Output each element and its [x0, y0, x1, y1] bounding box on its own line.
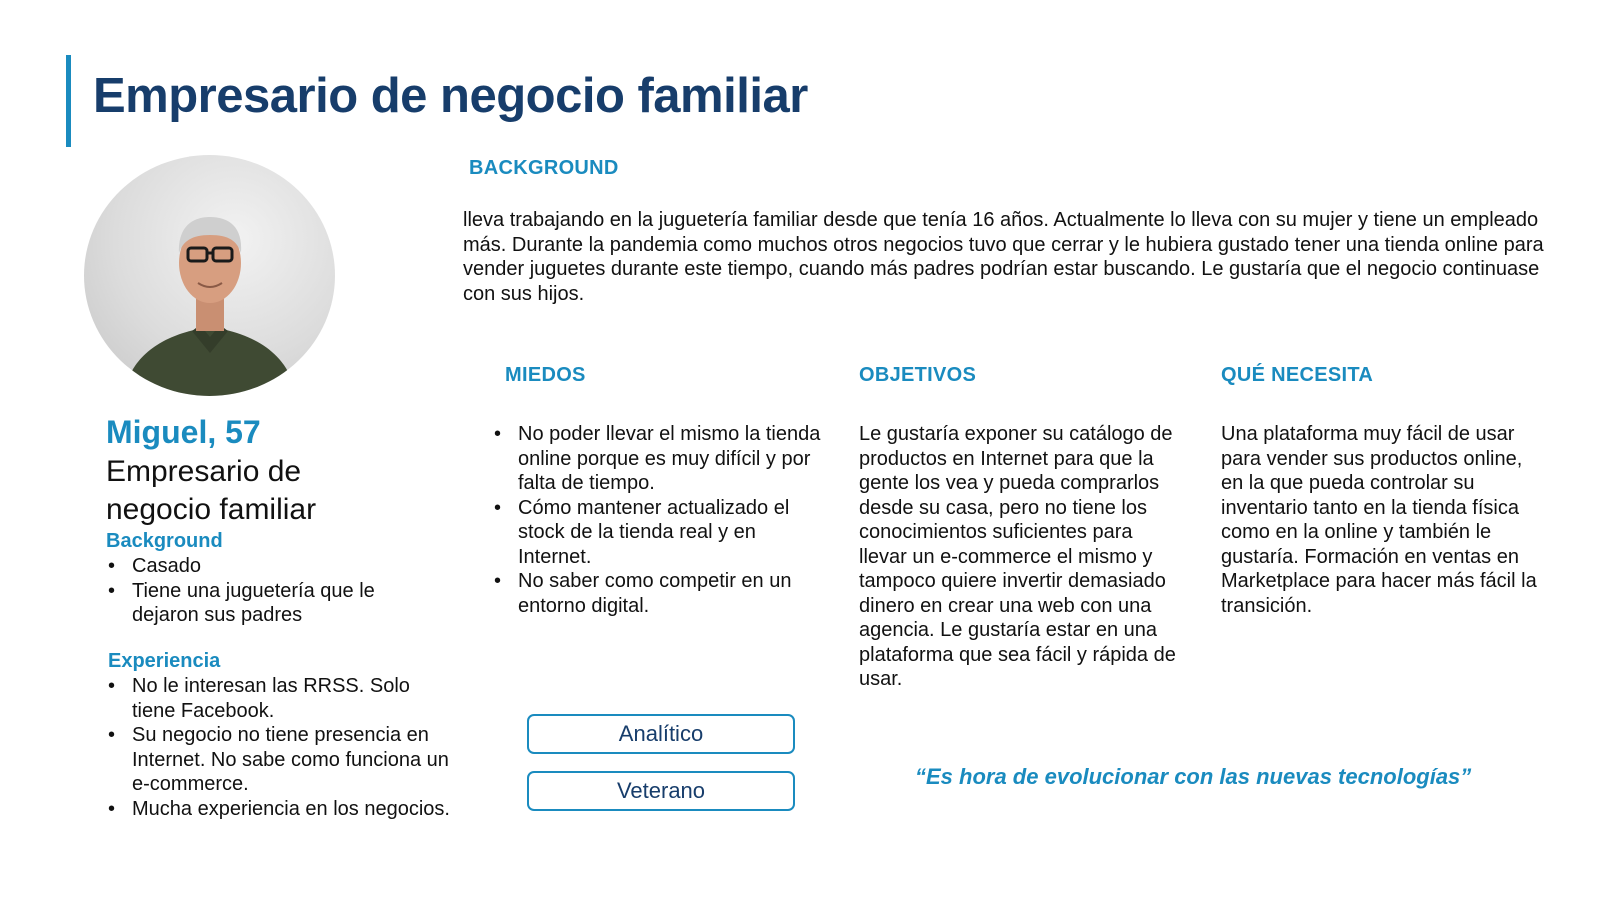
page-title: Empresario de negocio familiar — [93, 69, 808, 123]
persona-experience-label: Experiencia — [108, 650, 221, 672]
persona-background-label: Background — [106, 530, 223, 552]
list-item: • Mucha experiencia en los negocios. — [106, 797, 456, 822]
list-item: • Su negocio no tiene presencia en Internet. No sabe como funciona un e-commerce. — [106, 723, 456, 797]
person-illustration — [84, 155, 335, 396]
objetivos-heading: OBJETIVOS — [859, 364, 977, 386]
necesita-text: Una plataforma muy fácil de usar para vender sus productos online, en la que pueda controlar su inventario tanto en la tienda física como en la online y también le gustaría. Formación en ventas en Marketplace para hacer más fácil la transición. — [1221, 423, 1537, 617]
objetivos-text: Le gustaría exponer su catálogo de productos en Internet para que la gente los vea y pueda comprarlos desde su casa, pero no tiene los conocimientos suficientes para llevar un e-commerce el mismo y tampoco quiere invertir demasiado dinero en crear una web con una agencia. Le gustaría estar en una plataforma que sea fácil y rápida de usar. — [859, 423, 1176, 690]
necesita-heading: QUÉ NECESITA — [1221, 364, 1374, 386]
background-text: lleva trabajando en la juguetería familiar desde que tenía 16 años. Actualmente lo lleva con su mujer y tiene un empleado más. Durante la pandemia como muchos otros negocios tuvo que cerrar y le hubiera gustado tener una tienda online para vender juguetes durante este tiempo, cuando más padres podrían estar buscando. Le gustaría que el negocio continuase con sus hijos. — [463, 209, 1544, 305]
tag-veterano: Veterano — [527, 771, 795, 811]
persona-name: Miguel, 57 — [106, 414, 261, 450]
miedos-list — [492, 422, 822, 618]
persona-role: Empresario de negocio familiar — [106, 455, 317, 526]
persona-experience-list — [106, 674, 456, 821]
persona-quote: “Es hora de evolucionar con las nuevas tecnologías” — [915, 764, 1472, 789]
list-item: • No le interesan las RRSS. Solo tiene Facebook. — [106, 674, 456, 723]
list-item: • Tiene una juguetería que le dejaron sus padres — [106, 579, 416, 628]
tag-analitico: Analítico — [527, 714, 795, 754]
list-item: • Cómo mantener actualizado el stock de la tienda real y en Internet. — [492, 496, 822, 570]
background-heading: BACKGROUND — [469, 157, 619, 179]
persona-background-list — [106, 554, 416, 628]
miedos-heading: MIEDOS — [505, 364, 586, 386]
list-item: • No saber como competir en un entorno digital. — [492, 569, 822, 618]
list-item: • No poder llevar el mismo la tienda online porque es muy difícil y por falta de tiempo. — [492, 422, 822, 496]
list-item: • Casado — [106, 554, 416, 579]
person-photo-icon — [84, 155, 335, 396]
title-accent-bar — [66, 55, 71, 147]
